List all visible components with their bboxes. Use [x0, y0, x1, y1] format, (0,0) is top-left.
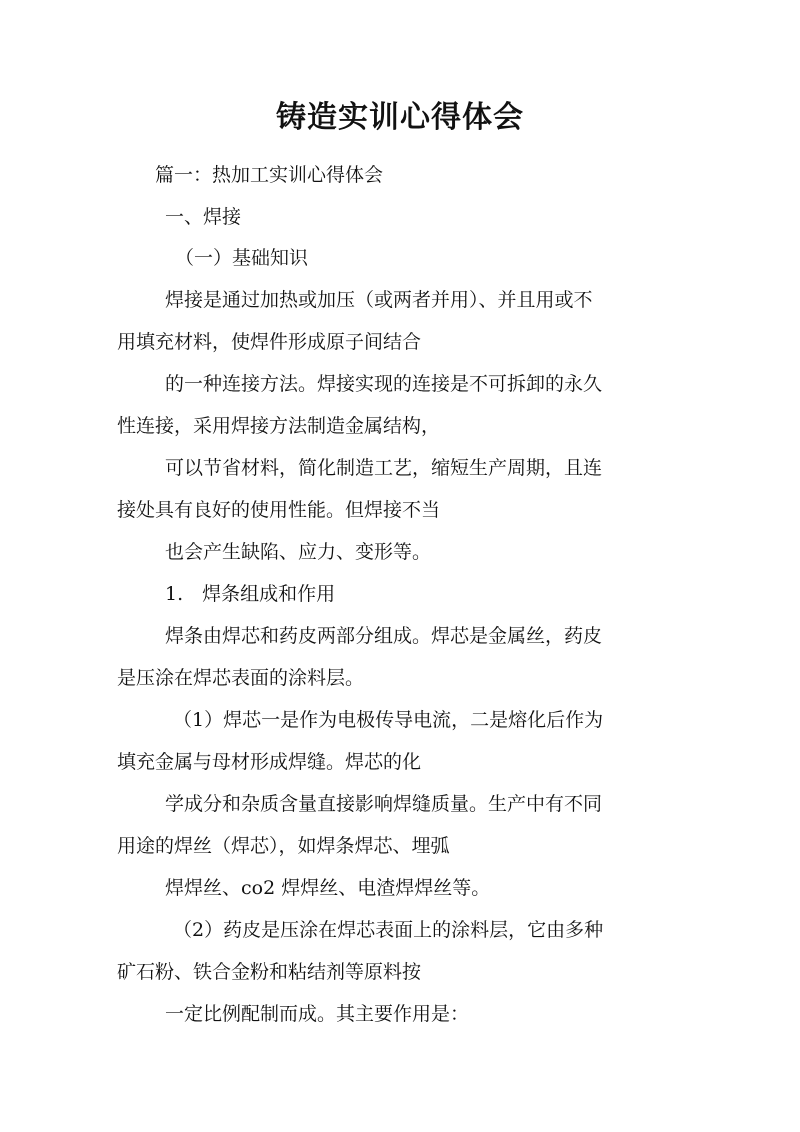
paragraph-line: 学成分和杂质含量直接影响焊缝质量。生产中有不同	[165, 793, 603, 815]
paragraph-line: 接处具有良好的使用性能。但焊接不当	[117, 499, 441, 521]
section-heading: 篇一：热加工实训心得体会	[155, 164, 384, 186]
paragraph-line: 填充金属与母材形成焊缝。焊芯的化	[117, 751, 422, 773]
paragraph-line: 可以节省材料，简化制造工艺，缩短生产周期，且连	[165, 457, 603, 479]
paragraph-line: 用途的焊丝（焊芯），如焊条焊芯、埋弧	[117, 835, 450, 857]
paragraph-line: 性连接，采用焊接方法制造金属结构，	[117, 415, 441, 437]
paragraph-line: 矿石粉、铁合金粉和粘结剂等原料按	[117, 961, 422, 983]
paragraph-line: （1）焊芯一是作为电极传导电流，二是熔化后作为	[173, 709, 604, 731]
paragraph-line: 也会产生缺陷、应力、变形等。	[165, 541, 432, 563]
paragraph-line: 焊接是通过加热或加压（或两者并用）、并且用或不	[165, 289, 593, 311]
paragraph-line: 焊条由焊芯和药皮两部分组成。焊芯是金属丝，药皮	[165, 625, 603, 647]
document-title: 铸造实训心得体会	[276, 100, 524, 135]
numbered-heading: 1. 焊条组成和作用	[165, 583, 336, 605]
subsection-heading: 一、焊接	[165, 206, 242, 228]
paragraph-line: 一定比例配制而成。其主要作用是：	[165, 1003, 470, 1025]
paragraph-line: 焊焊丝、co2 焊焊丝、电渣焊焊丝等。	[165, 877, 491, 899]
paragraph-line: （2）药皮是压涂在焊芯表面上的涂料层，它由多种	[173, 919, 604, 941]
subsubsection-heading: （一）基础知识	[175, 247, 309, 269]
paragraph-line: 是压涂在焊芯表面的涂料层。	[117, 667, 365, 689]
paragraph-line: 的一种连接方法。焊接实现的连接是不可拆卸的永久	[165, 373, 603, 395]
paragraph-line: 用填充材料，使焊件形成原子间结合	[117, 331, 422, 353]
